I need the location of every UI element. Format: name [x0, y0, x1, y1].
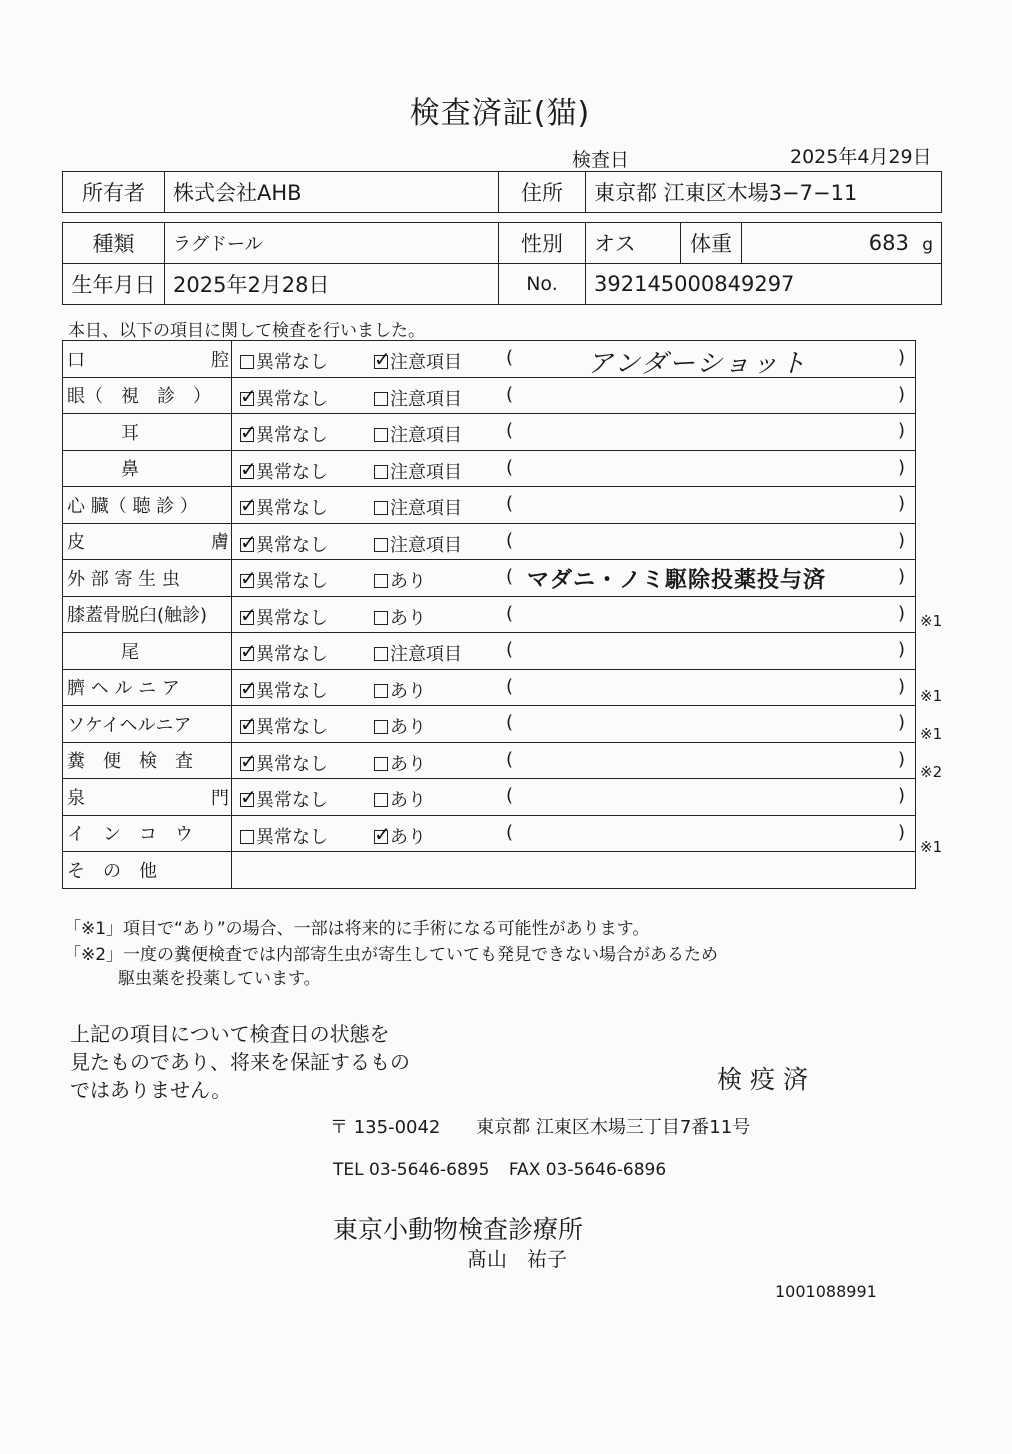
option-label: 異常なし: [256, 607, 328, 629]
caution-checkbox[interactable]: [374, 640, 462, 666]
checkbox-icon[interactable]: [374, 392, 388, 406]
normal-checkbox[interactable]: [240, 750, 328, 776]
close-paren: ): [897, 675, 905, 697]
open-paren: (: [506, 347, 514, 368]
check-item-text: 尾: [67, 641, 139, 663]
check-item-text: イ ン コ ウ: [67, 824, 193, 846]
checkbox-icon[interactable]: [240, 757, 254, 771]
check-row: [63, 487, 916, 524]
caution-checkbox[interactable]: [374, 604, 426, 630]
open-paren: (: [506, 639, 514, 660]
checkbox-icon[interactable]: [374, 465, 388, 479]
caution-checkbox[interactable]: [374, 385, 462, 411]
normal-checkbox[interactable]: [240, 421, 328, 447]
check-options: [232, 779, 916, 816]
weight-cell: [742, 223, 942, 264]
close-paren: ): [897, 566, 905, 587]
close-paren: ): [897, 821, 905, 843]
checkbox-icon[interactable]: [374, 611, 388, 625]
fax-number: FAX 03-5646-6896: [508, 1160, 667, 1180]
option-label: 異常なし: [256, 388, 328, 410]
check-item-label: [63, 633, 232, 670]
clinic-address-line: [330, 1113, 750, 1139]
normal-checkbox[interactable]: [240, 823, 328, 849]
serial-number: 1001088991: [775, 1282, 877, 1301]
breed-value: ラグドール: [165, 223, 499, 264]
check-item-text: 臍 ヘ ル ニ ア: [67, 678, 180, 700]
breed-label: 種類: [63, 223, 165, 264]
other-label: [63, 852, 232, 889]
option-label: あり: [390, 607, 426, 629]
checkbox-icon[interactable]: [240, 611, 254, 625]
check-item-label: [63, 815, 232, 852]
weight-unit: g: [922, 235, 933, 255]
open-paren: (: [506, 456, 514, 478]
check-options: [232, 560, 916, 597]
close-paren: ): [897, 785, 905, 806]
open-paren: (: [506, 566, 514, 587]
normal-checkbox[interactable]: [240, 567, 328, 593]
check-item-label: [63, 341, 232, 378]
check-note: アンダーショット: [587, 349, 808, 379]
normal-checkbox[interactable]: [240, 677, 328, 703]
number-label: No.: [499, 264, 586, 305]
caution-checkbox[interactable]: [374, 750, 426, 776]
check-item-text: 糞 便 検 査: [67, 751, 193, 773]
check-options: [232, 523, 916, 560]
open-paren: (: [506, 785, 514, 806]
check-item-text: 外 部 寄 生 虫: [67, 568, 180, 590]
checkbox-icon[interactable]: [374, 647, 388, 661]
option-label: 注意項目: [390, 534, 462, 556]
checkbox-icon[interactable]: [240, 793, 254, 807]
checkbox-icon[interactable]: [374, 501, 388, 515]
check-item-label: [63, 414, 232, 451]
exam-date-label: 検査日: [572, 149, 630, 171]
open-paren: (: [506, 675, 514, 697]
check-row: [63, 450, 916, 487]
check-item-label: [63, 450, 232, 487]
option-label: 注意項目: [390, 644, 462, 665]
checkbox-icon[interactable]: [374, 720, 388, 734]
check-row: [63, 341, 916, 378]
option-label: 異常なし: [256, 425, 328, 446]
close-paren: ): [897, 383, 905, 405]
close-paren: ): [897, 712, 905, 733]
option-label: あり: [390, 826, 426, 848]
check-options: [232, 596, 916, 633]
footnote-mark: ※1: [920, 725, 943, 743]
other-value[interactable]: [232, 852, 916, 889]
option-label: 異常なし: [256, 571, 328, 592]
open-paren: (: [506, 529, 514, 551]
check-item-label: [63, 669, 232, 706]
checkbox-icon[interactable]: [240, 538, 254, 552]
clinic-address: 東京都 江東区木場三丁目7番11号: [476, 1117, 751, 1138]
checkbox-icon[interactable]: [374, 684, 388, 698]
normal-checkbox[interactable]: [240, 494, 328, 520]
checkbox-icon[interactable]: [374, 757, 388, 771]
check-options: [232, 450, 916, 487]
open-paren: (: [506, 383, 514, 405]
option-label: あり: [390, 571, 426, 592]
caution-checkbox[interactable]: [374, 823, 426, 849]
normal-checkbox[interactable]: [240, 713, 328, 739]
checkbox-icon[interactable]: [240, 720, 254, 734]
check-item-text: 耳: [67, 422, 139, 444]
open-paren: (: [506, 821, 514, 843]
normal-checkbox[interactable]: [240, 385, 328, 411]
weight-label: 体重: [681, 223, 742, 264]
option-label: 異常なし: [256, 352, 328, 373]
option-label: 異常なし: [256, 644, 328, 665]
sex-value: オス: [586, 223, 681, 264]
caution-checkbox[interactable]: [374, 531, 462, 557]
close-paren: ): [897, 420, 905, 441]
caution-checkbox[interactable]: [374, 677, 426, 703]
check-item-text: ソケイヘルニア: [67, 714, 192, 736]
option-label: 異常なし: [256, 461, 328, 483]
check-item-label: [63, 596, 232, 633]
normal-checkbox[interactable]: [240, 458, 328, 484]
option-label: あり: [390, 717, 426, 738]
check-item-text: 膝蓋骨脱臼(触診): [67, 605, 208, 627]
owner-table: [62, 171, 942, 213]
checkbox-icon[interactable]: [374, 793, 388, 807]
close-paren: ): [897, 529, 905, 551]
check-row: [63, 669, 916, 706]
check-row: [63, 560, 916, 597]
close-paren: ): [897, 456, 905, 478]
open-paren: (: [506, 420, 514, 441]
birth-label: 生年月日: [63, 264, 165, 305]
check-item-label: [63, 779, 232, 816]
checkbox-icon[interactable]: [374, 428, 388, 442]
veterinarian-name: 髙山 祐子: [467, 1247, 567, 1271]
option-label: 異常なし: [256, 826, 328, 848]
checkbox-icon[interactable]: [374, 830, 388, 844]
footnote-mark: ※1: [920, 687, 943, 706]
caution-checkbox[interactable]: [374, 786, 426, 812]
option-label: 注意項目: [390, 498, 462, 519]
check-row: [63, 523, 916, 560]
option-label: あり: [390, 790, 426, 811]
footnote-1: 「※1」項目で“あり”の場合、一部は将来的に手術になる可能性があります。: [64, 919, 650, 939]
quarantine-stamp: 検疫済: [717, 1065, 817, 1094]
open-paren: (: [506, 712, 514, 733]
normal-checkbox[interactable]: [240, 348, 328, 374]
check-options: [232, 706, 916, 743]
normal-checkbox[interactable]: [240, 531, 328, 557]
check-item-label: [63, 377, 232, 414]
tel-number: TEL 03-5646-6895: [333, 1160, 490, 1180]
option-label: 異常なし: [256, 790, 328, 811]
option-label: 異常なし: [256, 680, 328, 702]
check-row: [63, 596, 916, 633]
disclaimer: [70, 1020, 410, 1104]
owner-value: 株式会社AHB: [165, 172, 499, 213]
checkbox-icon[interactable]: [240, 830, 254, 844]
close-paren: ): [897, 347, 905, 368]
checkbox-icon[interactable]: [374, 355, 388, 369]
option-label: 異常なし: [256, 534, 328, 556]
caution-checkbox[interactable]: [374, 494, 462, 520]
animal-table: [62, 222, 942, 305]
check-item-text: 心 臓（ 聴 診 ）: [67, 495, 198, 517]
normal-checkbox[interactable]: [240, 786, 328, 812]
check-item-label: [63, 742, 232, 779]
check-item-text: 鼻: [67, 459, 139, 481]
birth-value: 2025年2月28日: [165, 264, 499, 305]
check-item-text: 泉 門: [67, 787, 229, 809]
option-label: 異常なし: [256, 717, 328, 738]
checkbox-icon[interactable]: [374, 574, 388, 588]
check-row: [63, 377, 916, 414]
option-label: 異常なし: [256, 498, 328, 519]
weight-value: 683: [868, 231, 909, 255]
other-label-text: そ の 他: [67, 860, 157, 882]
option-label: 注意項目: [390, 352, 462, 373]
check-options: [232, 742, 916, 779]
check-row: [63, 742, 916, 779]
open-paren: (: [506, 493, 514, 514]
check-options: [232, 487, 916, 524]
close-paren: ): [897, 602, 905, 624]
number-value: 392145000849297: [586, 264, 942, 305]
normal-checkbox[interactable]: [240, 604, 328, 630]
check-options: [232, 341, 916, 378]
caution-checkbox[interactable]: [374, 458, 462, 484]
checkbox-icon[interactable]: [240, 428, 254, 442]
check-options: [232, 377, 916, 414]
check-row: [63, 815, 916, 852]
checkbox-icon[interactable]: [374, 538, 388, 552]
open-paren: (: [506, 602, 514, 624]
check-options: [232, 633, 916, 670]
footnote-mark: ※2: [920, 762, 943, 781]
footnote-2-line1: 「※2」一度の糞便検査では内部寄生虫が寄生していても発見できない場合があるため: [64, 945, 719, 965]
check-row: [63, 706, 916, 743]
sex-label: 性別: [499, 223, 586, 264]
checkbox-icon[interactable]: [240, 574, 254, 588]
checkbox-icon[interactable]: [240, 355, 254, 369]
exam-date: 2025年4月29日: [790, 146, 932, 168]
check-options: [232, 414, 916, 451]
check-item-text: 眼（ 視 診 ）: [67, 386, 211, 408]
check-item-label: [63, 706, 232, 743]
caution-checkbox[interactable]: [374, 713, 426, 739]
owner-label: 所有者: [63, 172, 165, 213]
disclaimer-line: 上記の項目について検査日の状態を: [70, 1022, 390, 1046]
option-label: あり: [390, 680, 426, 702]
check-row: [63, 414, 916, 451]
address-value: 東京都 江東区木場3−7−11: [586, 172, 942, 213]
caution-checkbox[interactable]: [374, 421, 462, 447]
check-item-text: 口 腔: [67, 349, 229, 371]
disclaimer-line: ではありません。: [70, 1078, 232, 1102]
check-options: [232, 669, 916, 706]
close-paren: ): [897, 639, 905, 660]
check-row-other: [63, 852, 916, 889]
clinic-name: 東京小動物検査診療所: [333, 1215, 584, 1244]
checkbox-icon[interactable]: [240, 647, 254, 661]
contact-line: [333, 1160, 666, 1180]
check-row: [63, 633, 916, 670]
close-paren: ): [897, 748, 905, 770]
address-label: 住所: [499, 172, 586, 213]
checkbox-icon[interactable]: [240, 501, 254, 515]
open-paren: (: [506, 748, 514, 770]
check-options: [232, 815, 916, 852]
checkbox-icon[interactable]: [240, 392, 254, 406]
option-label: 注意項目: [390, 388, 462, 410]
option-label: 注意項目: [390, 425, 462, 446]
postal-code: 〒 135-0042: [330, 1117, 441, 1138]
normal-checkbox[interactable]: [240, 640, 328, 666]
checkbox-icon[interactable]: [240, 684, 254, 698]
check-item-label: [63, 523, 232, 560]
caution-checkbox[interactable]: [374, 348, 462, 374]
check-table: [62, 340, 916, 889]
disclaimer-line: 見たものであり、将来を保証するもの: [70, 1050, 410, 1074]
caution-checkbox[interactable]: [374, 567, 426, 593]
check-note: マダニ・ノミ駆除投薬投与済: [527, 568, 827, 593]
check-item-label: [63, 487, 232, 524]
checkbox-icon[interactable]: [240, 465, 254, 479]
footnote-mark: ※1: [920, 612, 943, 631]
check-item-label: [63, 560, 232, 597]
option-label: 異常なし: [256, 753, 328, 775]
footnote-mark: ※1: [920, 837, 943, 856]
option-label: 注意項目: [390, 461, 462, 483]
footnote-2-line2: 駆虫薬を投薬しています。: [118, 969, 321, 989]
check-item-text: 皮 膚: [67, 532, 229, 554]
check-row: [63, 779, 916, 816]
close-paren: ): [897, 493, 905, 514]
option-label: あり: [390, 753, 426, 775]
intro-text: 本日、以下の項目に関して検査を行いました。: [68, 321, 425, 341]
document-title: 検査済証(猫): [409, 96, 591, 131]
